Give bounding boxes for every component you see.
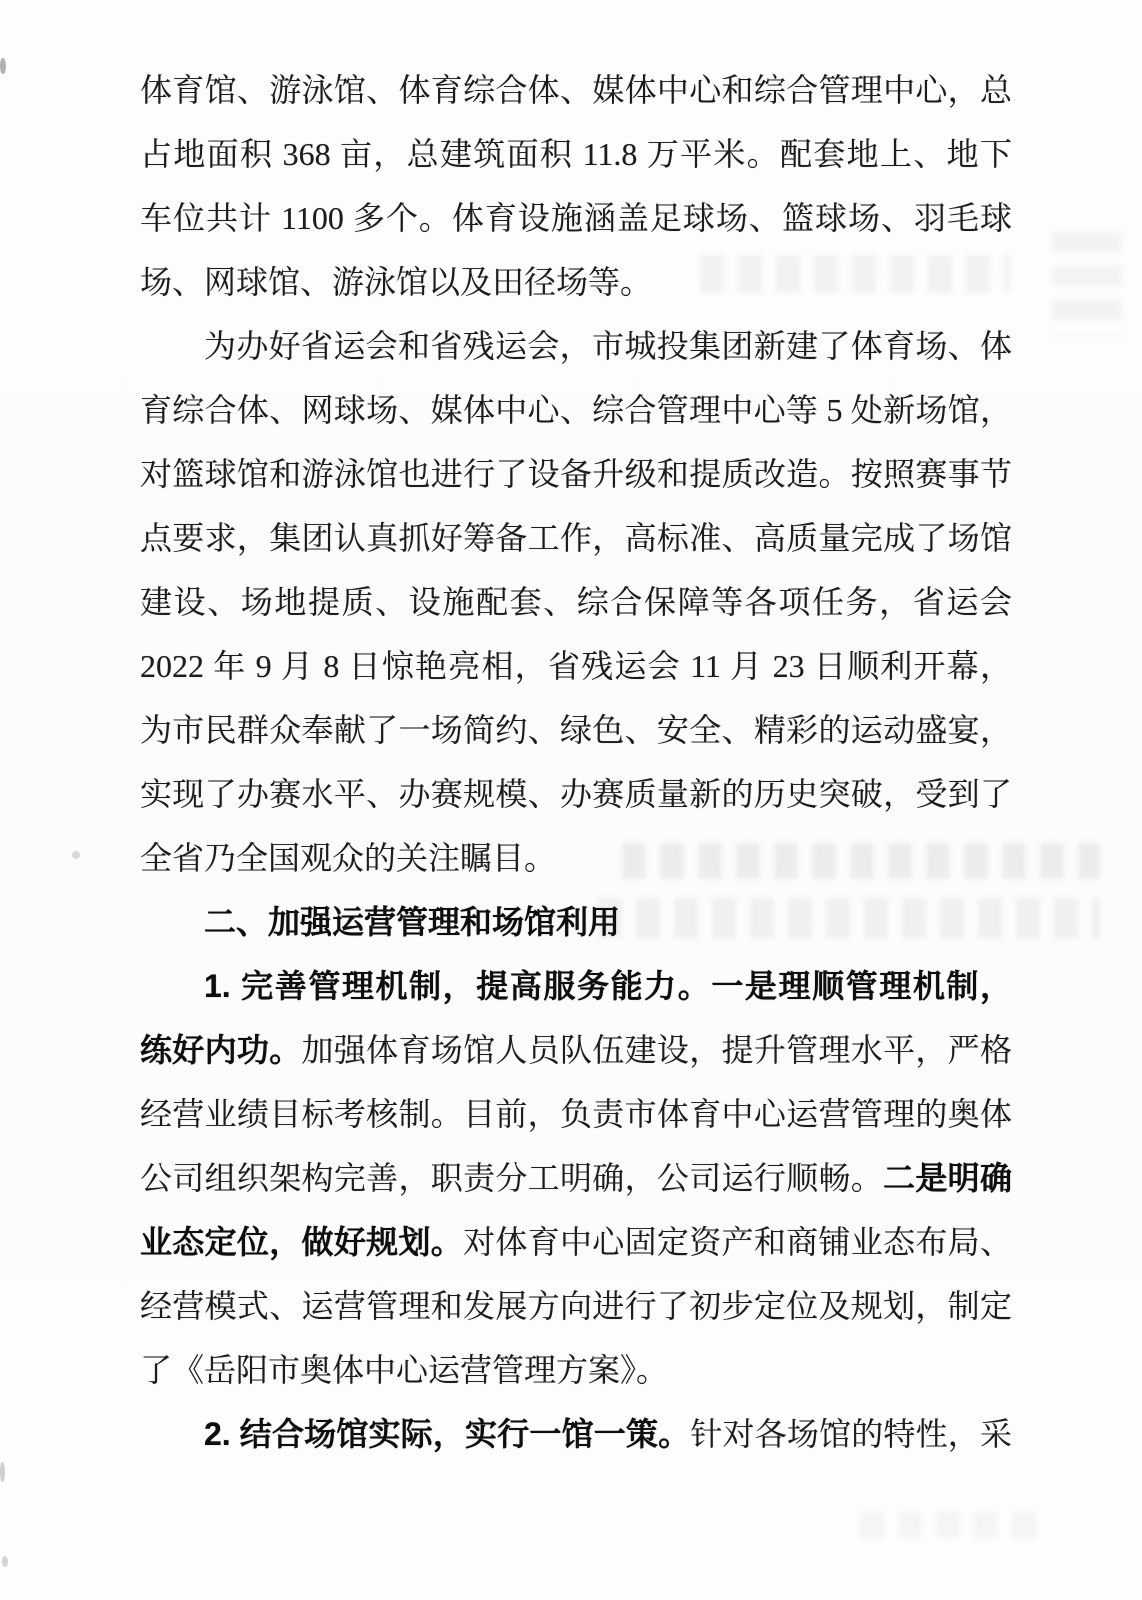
- body-text: 全省乃全国观众的关注瞩目。: [140, 840, 557, 876]
- scan-speck: [0, 1462, 5, 1482]
- text-line: [140, 954, 1012, 1018]
- text-line: [140, 1082, 1012, 1146]
- text-line: [140, 506, 1012, 570]
- scan-speck: [2, 1556, 8, 1567]
- body-text: 点要求，集团认真抓好筹备工作，高标准、高质量完成了场馆: [140, 520, 1012, 556]
- scan-artifact: [860, 1512, 1040, 1538]
- body-text: 车位共计 1100 多个。体育设施涵盖足球场、篮球场、羽毛球: [140, 200, 1012, 236]
- emphasis-text: 1. 完善管理机制，提高服务能力。一是理顺管理机制，: [204, 968, 1012, 1004]
- body-text: 公司组织架构完善，职责分工明确，公司运行顺畅。: [140, 1160, 884, 1196]
- text-line: [140, 762, 1012, 826]
- body-text: 为办好省运会和省残运会，市城投集团新建了体育场、体: [204, 328, 1012, 364]
- body-text: 占地面积 368 亩，总建筑面积 11.8 万平米。配套地上、地下: [140, 136, 1012, 172]
- body-text: 经营模式、运营管理和发展方向进行了初步定位及规划，制定: [140, 1288, 1012, 1324]
- body-text: 加强体育场馆人员队伍建设，提升管理水平，严格: [301, 1032, 1012, 1068]
- document-body: [140, 58, 1012, 1466]
- text-line: [140, 1274, 1012, 1338]
- text-line: [140, 186, 1012, 250]
- body-text: 育综合体、网球场、媒体中心、综合管理中心等 5 处新场馆，: [140, 392, 1012, 428]
- text-line: [140, 250, 1012, 314]
- section-heading: [140, 890, 1012, 954]
- text-line: [140, 698, 1012, 762]
- text-line: [140, 1402, 1012, 1466]
- scan-speck: [0, 58, 6, 74]
- text-line: [140, 442, 1012, 506]
- text-line: [140, 1210, 1012, 1274]
- emphasis-text: 2. 结合场馆实际，实行一馆一策。: [204, 1416, 691, 1452]
- body-text: 建设、场地提质、设施配套、综合保障等各项任务，省运会: [140, 584, 1012, 620]
- scan-artifact: [1052, 232, 1122, 336]
- body-text: 经营业绩目标考核制。目前，负责市体育中心运营管理的奥体: [140, 1096, 1012, 1132]
- body-text: 对篮球馆和游泳馆也进行了设备升级和提质改造。按照赛事节: [140, 456, 1012, 492]
- body-text: 2022 年 9 月 8 日惊艳亮相，省残运会 11 月 23 日顺利开幕，: [140, 648, 1012, 684]
- emphasis-text: 业态定位，做好规划。: [140, 1224, 464, 1260]
- emphasis-text: 练好内功。: [140, 1032, 302, 1068]
- scan-speck: [72, 851, 80, 859]
- text-line: [140, 1338, 1012, 1402]
- text-line: [140, 314, 1012, 378]
- text-line: [140, 570, 1012, 634]
- body-text: 实现了办赛水平、办赛规模、办赛质量新的历史突破，受到了: [140, 776, 1012, 812]
- text-line: [140, 1146, 1012, 1210]
- text-line: [140, 634, 1012, 698]
- body-text: 体育馆、游泳馆、体育综合体、媒体中心和综合管理中心，总: [140, 72, 1012, 108]
- text-line: [140, 378, 1012, 442]
- body-text: 场、网球馆、游泳馆以及田径场等。: [140, 264, 653, 300]
- emphasis-text: 二、加强运营管理和场馆利用: [204, 904, 621, 940]
- text-line: [140, 122, 1012, 186]
- body-text: 针对各场馆的特性，采: [690, 1416, 1012, 1452]
- body-text: 对体育中心固定资产和商铺业态布局、: [463, 1224, 1012, 1260]
- emphasis-text: 二是明确: [883, 1160, 1012, 1196]
- text-line: [140, 1018, 1012, 1082]
- body-text: 为市民群众奉献了一场简约、绿色、安全、精彩的运动盛宴，: [140, 712, 1012, 748]
- body-text: 了《岳阳市奥体中心运营管理方案》。: [140, 1352, 669, 1388]
- text-line: [140, 826, 1012, 890]
- text-line: [140, 58, 1012, 122]
